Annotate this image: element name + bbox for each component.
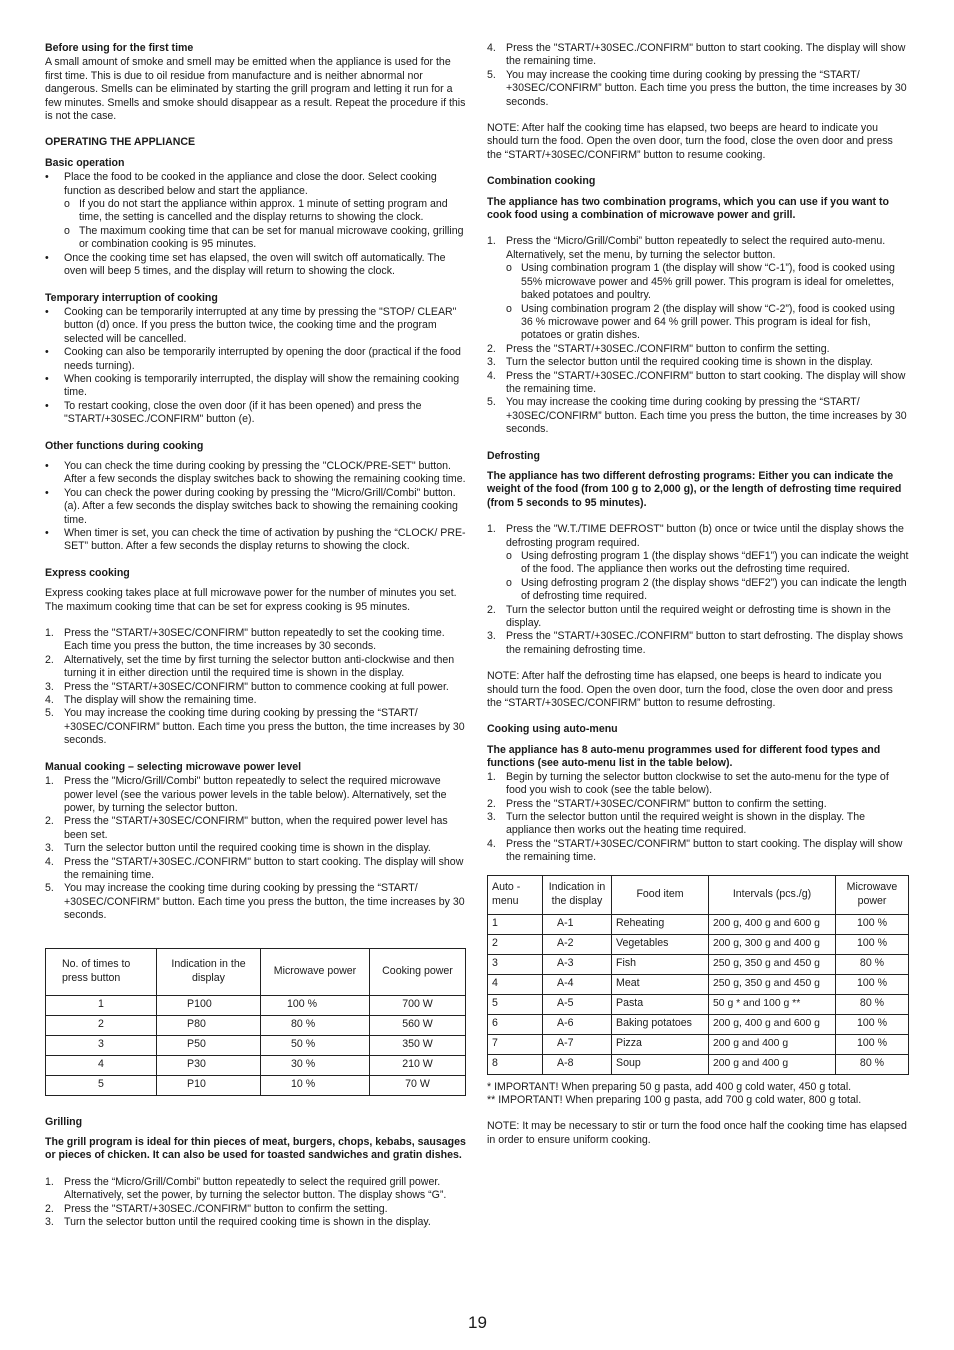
table-cell: A-1 xyxy=(543,914,612,934)
table-cell: 250 g, 350 g and 450 g xyxy=(709,954,836,974)
table-cell: 2 xyxy=(488,934,543,954)
combo-intro: The appliance has two combination programs, which you can use if you want to cook food using a combination of microwave power and grill. xyxy=(487,195,890,222)
list-item: 3. Turn the selector button until the required cooking time is shown in the display. xyxy=(487,356,873,369)
express-p2: The maximum cooking time that can be set for express cooking is 95 minutes. xyxy=(45,600,411,613)
table-cell: 100 % xyxy=(836,1014,909,1034)
table-cell: A-4 xyxy=(543,974,612,994)
list-item: 4. Press the "START/+30SEC./CONFIRM" button to start cooking. The display will show the remaining time. xyxy=(45,855,464,881)
table-cell: 30 % xyxy=(261,1055,370,1075)
table-cell: 50 g * and 100 g ** xyxy=(709,994,836,1014)
table-cell: A-6 xyxy=(543,1014,612,1034)
list-item: 3. Press the "START/+30SEC/CONFIRM" button to commence cooking at full power. xyxy=(45,680,449,693)
table-header: Indication in the display xyxy=(543,875,612,914)
table-cell: 1 xyxy=(488,914,543,934)
table-cell: 100 % xyxy=(836,914,909,934)
table-row xyxy=(46,1055,466,1075)
list-item: 4. Press the "START/+30SEC./CONFIRM" button to start cooking. The display will show the remaining time. xyxy=(487,42,906,68)
table-header: Indication in the display xyxy=(157,948,261,995)
list-item: 2. Press the "START/+30SEC./CONFIRM" button to confirm the setting. xyxy=(45,1202,388,1215)
defrost-heading: Defrosting xyxy=(487,449,540,462)
list-item: 1. Press the "START/+30SEC/CONFIRM" button repeatedly to set the cooking time. Each time you press the button, the time increases by 30 seconds. xyxy=(45,627,445,653)
list-item: o Using combination program 1 (the display will show “C-1”), food is cooked using 55% microwave power and 45% grill power. This program is ideal for omelettes, baked potatoes and poultry. xyxy=(506,262,895,302)
table-cell: 5 xyxy=(46,1075,157,1095)
footnote-1: * IMPORTANT! When preparing 50 g pasta, add 400 g cold water, 450 g total. xyxy=(487,1080,852,1093)
table-cell: A-5 xyxy=(543,994,612,1014)
table-cell: 2 xyxy=(46,1015,157,1035)
table-cell: 200 g and 400 g xyxy=(709,1054,836,1074)
list-item: 1. Press the “Micro/Grill/Combi” button repeatedly to select the required auto-menu. Alternatively, set the menu, by turning the selector button. xyxy=(487,235,886,261)
table-header: Food item xyxy=(612,875,709,914)
other-heading: Other functions during cooking xyxy=(45,439,204,452)
list-item: • To restart cooking, close the oven door (if it has been opened) and press the "START/+30SEC./CONFIRM" button (e). xyxy=(45,399,422,426)
table-cell: Meat xyxy=(612,974,709,994)
final-note: NOTE: It may be necessary to stir or turn the food once half the cooking time has elapsed in order to ensure uniform cooking. xyxy=(487,1120,907,1146)
list-item: 4. Press the "START/+30SEC./CONFIRM" button to start cooking. The display will show the remaining time. xyxy=(487,369,906,395)
list-item: 1. Begin by turning the selector button clockwise to set the auto-menu for the type of food you wish to cook (see the table below). xyxy=(487,770,889,797)
manual-heading: Manual cooking – selecting microwave power level xyxy=(45,760,302,773)
right-column xyxy=(487,42,909,1147)
table-cell: 210 W xyxy=(370,1055,466,1075)
table-header: No. of times to press button xyxy=(46,948,157,995)
table-cell: 4 xyxy=(488,974,543,994)
manual-list xyxy=(45,775,466,922)
table-header-row xyxy=(488,875,909,914)
table-cell: A-7 xyxy=(543,1034,612,1054)
table-cell: 200 g, 400 g and 600 g xyxy=(709,1014,836,1034)
table-cell: Vegetables xyxy=(612,934,709,954)
table-cell: Pizza xyxy=(612,1034,709,1054)
grill-list xyxy=(45,1176,466,1230)
table-cell: 200 g, 300 g and 400 g xyxy=(709,934,836,954)
operating-heading: OPERATING THE APPLIANCE xyxy=(45,136,196,149)
table-cell: 1 xyxy=(46,995,157,1015)
list-item: • Cooking can be temporarily interrupted at any time by pressing the "STOP/ CLEAR" button (d) once. If you press the button twice, the cooking time and the program selected will be cancelled. xyxy=(45,305,457,345)
table-cell: 7 xyxy=(488,1034,543,1054)
grill-cont-list xyxy=(487,42,909,109)
table-cell: P80 xyxy=(157,1015,261,1035)
table-header: Microwave power xyxy=(836,875,909,914)
table-cell: 10 % xyxy=(261,1075,370,1095)
table-cell: 8 xyxy=(488,1054,543,1074)
list-item: 5. You may increase the cooking time during cooking by pressing the “START/ +30SEC/CONFIRM” button. Each time you press the button, the time increases by 30 seconds. xyxy=(45,882,465,922)
temp-heading: Temporary interruption of cooking xyxy=(45,291,218,304)
table-header: Auto -menu xyxy=(488,875,543,914)
table-cell: 5 xyxy=(488,994,543,1014)
table-cell: Soup xyxy=(612,1054,709,1074)
list-item: o If you do not start the appliance within approx. 1 minute of setting program and time, the setting is cancelled and the display returns to showing the clock. xyxy=(64,198,448,224)
table-row xyxy=(46,1035,466,1055)
table-header: Cooking power xyxy=(370,948,466,995)
defrost-intro: The appliance has two different defrosting programs: Either you can indicate the weight of the food (from 100 g to 2,000 g), or the length of defrosting time required (from 5 seconds to 95 minutes). xyxy=(487,469,902,509)
list-item: 5. You may increase the cooking time during cooking by pressing the “START/ +30SEC/CONFIRM” button. Each time you press the button, the time increases by 30 seconds. xyxy=(487,396,907,436)
table-cell: 250 g, 350 g and 450 g xyxy=(709,974,836,994)
list-item: • Cooking can also be temporarily interrupted by opening the door (practical if the food needs turning). xyxy=(45,346,461,372)
list-item: 5. You may increase the cooking time during cooking by pressing the “START/ +30SEC/CONFIRM” button. Each time you press the button, the time increases by 30 seconds. xyxy=(45,707,465,747)
table-cell: 80 % xyxy=(836,994,909,1014)
footnote-2: ** IMPORTANT! When preparing 100 g pasta, add 700 g cold water, 800 g total. xyxy=(487,1093,862,1106)
list-item: • You can check the power during cooking by pressing the "Micro/Grill/Combi" button. (a). After a few seconds the display switches back to showing the remaining cooking time. xyxy=(45,486,458,526)
table-cell: 200 g, 400 g and 600 g xyxy=(709,914,836,934)
table-cell: 560 W xyxy=(370,1015,466,1035)
table-row xyxy=(488,994,909,1014)
table-cell: P100 xyxy=(157,995,261,1015)
table-row xyxy=(488,1054,909,1074)
list-item: o Using defrosting program 1 (the display shows “dEF1”) you can indicate the weight of the food. The appliance then works out the defrosting time required. xyxy=(506,550,909,576)
express-list xyxy=(45,627,466,748)
table-cell: 700 W xyxy=(370,995,466,1015)
table-cell: 3 xyxy=(488,954,543,974)
defrost-list xyxy=(487,523,909,657)
first-use-text: A small amount of smoke and smell may be emitted when the appliance is used for the first time. This is due to oil residue from manufacture and is neither abnormal nor dangerous. Smells can be eliminated by starting the grill program and letting it run for a few minutes. Smells and smoke should disappear as a result. Repeat the procedure if this is not the case. xyxy=(45,56,466,123)
list-item: 3. Turn the selector button until the required cooking time is shown in the display. xyxy=(45,1216,431,1228)
list-item: 2. Press the "START/+30SEC/CONFIRM" button to confirm the setting. xyxy=(487,797,827,810)
table-cell: Fish xyxy=(612,954,709,974)
table-row xyxy=(488,934,909,954)
list-item: o The maximum cooking time that can be set for manual microwave cooking, grilling or combination cooking is 95 minutes. xyxy=(64,224,464,251)
express-heading: Express cooking xyxy=(45,566,130,579)
list-item: 3. Turn the selector button until the required weight is shown in the display. The appliance then works out the heating time required. xyxy=(487,810,866,837)
list-item: 1. Press the "W.T./TIME DEFROST" button (b) once or twice until the display shows the defrosting program required. xyxy=(487,523,904,549)
table-cell: 100 % xyxy=(836,934,909,954)
list-item: 4. The display will show the remaining time. xyxy=(45,694,257,707)
table-row xyxy=(488,1014,909,1034)
grill-note: NOTE: After half the cooking time has elapsed, two beeps are heard to indicate you should turn the food. Open the oven door, turn the food, close the oven door and press the “START/+30SEC/CONFIRM” button to resume cooking. xyxy=(487,122,893,161)
table-cell: 100 % xyxy=(836,1034,909,1054)
table-row xyxy=(46,1075,466,1095)
table-cell: 4 xyxy=(46,1055,157,1075)
table-cell: P50 xyxy=(157,1035,261,1055)
table-row xyxy=(46,1015,466,1035)
table-cell: A-2 xyxy=(543,934,612,954)
table-cell: 100 % xyxy=(261,995,370,1015)
table-cell: 80 % xyxy=(836,954,909,974)
basic-list xyxy=(45,171,466,278)
table-row xyxy=(488,914,909,934)
auto-heading: Cooking using auto-menu xyxy=(487,723,618,736)
table-cell: 100 % xyxy=(836,974,909,994)
auto-list xyxy=(487,771,909,865)
table-cell: Baking potatoes xyxy=(612,1014,709,1034)
list-item: 1. Press the “Micro/Grill/Combi” button repeatedly to select the required grill power. Alternatively, set the power, by turning the selector button. The display shows “G”. xyxy=(45,1175,447,1202)
list-item: o Using defrosting program 2 (the display shows “dEF2”) you can indicate the length of defrosting time required. xyxy=(506,576,907,603)
table-cell: 6 xyxy=(488,1014,543,1034)
table-row xyxy=(488,1034,909,1054)
table-header-row xyxy=(46,948,466,995)
table-row xyxy=(488,954,909,974)
table-cell: 80 % xyxy=(836,1054,909,1074)
list-item: 5. You may increase the cooking time during cooking by pressing the “START/ +30SEC/CONFIRM” button. Each time you press the button, the time increases by 30 seconds. xyxy=(487,68,907,108)
auto-intro: The appliance has 8 auto-menu programmes used for different food types and functions (see auto-menu list in the table below). xyxy=(487,743,881,770)
list-item: 2. Press the "START/+30SEC./CONFIRM" button to confirm the setting. xyxy=(487,342,830,355)
combo-list xyxy=(487,235,909,436)
grill-heading: Grilling xyxy=(45,1115,83,1128)
first-use-heading: Before using for the first time xyxy=(45,42,194,54)
auto-menu-table xyxy=(487,875,909,1075)
table-header: Microwave power xyxy=(261,948,370,995)
list-item: 3. Press the "START/+30SEC./CONFIRM" button to start defrosting. The display shows the remaining defrosting time. xyxy=(487,630,904,656)
table-row xyxy=(46,995,466,1015)
basic-heading: Basic operation xyxy=(45,156,125,169)
table-header: Intervals (pcs./g) xyxy=(709,875,836,914)
table-cell: 80 % xyxy=(261,1015,370,1035)
power-table xyxy=(45,948,466,1096)
table-cell: 70 W xyxy=(370,1075,466,1095)
list-item: • When cooking is temporarily interrupted, the display will show the remaining cooking time. xyxy=(45,372,460,399)
express-p1: Express cooking takes place at full microwave power for the number of minutes you set. xyxy=(45,587,457,600)
list-item: 1. Press the "Micro/Grill/Combi" button repeatedly to select the required microwave power level (see the various power levels in the table below). Alternatively, set the power, by turning the selector button. xyxy=(45,775,447,814)
table-cell: 350 W xyxy=(370,1035,466,1055)
list-item: 3. Turn the selector button until the required cooking time is shown in the display. xyxy=(45,842,431,855)
table-cell: Pasta xyxy=(612,994,709,1014)
table-cell: P10 xyxy=(157,1075,261,1095)
list-item: 2. Turn the selector button until the required weight or defrosting time is shown in the display. xyxy=(487,603,891,630)
list-item: • Once the cooking time set has elapsed, the oven will switch off automatically. The oven will beep 5 times, and the display will return to showing the clock. xyxy=(45,251,446,278)
table-cell: 200 g and 400 g xyxy=(709,1034,836,1054)
list-item: 4. Press the "START/+30SEC/CONFIRM" button to start cooking. The display will show the remaining time. xyxy=(487,837,903,864)
temp-list xyxy=(45,306,466,427)
list-item: • When timer is set, you can check the time of activation by pushing the “CLOCK/ PRE-SET” button. After a few seconds the display returns to showing the clock. xyxy=(45,527,466,553)
list-item: o Using combination program 2 (the display will show “C-2”), food is cooked using 36 % microwave power and 64 % grill power. This program is ideal for fish, potatoes or gratin dishes. xyxy=(506,302,895,342)
list-item: 2. Press the "START/+30SEC/CONFIRM" button, when the required power level has been set. xyxy=(45,815,448,841)
table-cell: Reheating xyxy=(612,914,709,934)
defrost-note: NOTE: After half the defrosting time has elapsed, one beeps is heard to indicate you should turn the food. Open the oven door, turn the food, close the oven door and press the “START/+30SEC/CONFIRM” button to resume defrosting. xyxy=(487,670,893,710)
table-row xyxy=(488,974,909,994)
left-column xyxy=(45,42,466,1229)
other-list xyxy=(45,460,466,554)
combo-heading: Combination cooking xyxy=(487,175,596,188)
table-cell: A-8 xyxy=(543,1054,612,1074)
page-number: 19 xyxy=(468,1313,487,1332)
table-cell: 50 % xyxy=(261,1035,370,1055)
table-cell: A-3 xyxy=(543,954,612,974)
table-cell: 3 xyxy=(46,1035,157,1055)
list-item: • Place the food to be cooked in the appliance and close the door. Select cooking function as described below and start the appliance. xyxy=(45,171,437,197)
list-item: 2. Alternatively, set the time by first turning the selector button anti-clockwise and then turning it in either direction until the required time is shown in the display. xyxy=(45,653,455,680)
table-cell: P30 xyxy=(157,1055,261,1075)
grill-intro: The grill program is ideal for thin pieces of meat, burgers, chops, kebabs, sausages or pieces of chicken. It can also be used for toasted sandwiches and gratin dishes. xyxy=(45,1135,466,1162)
list-item: • You can check the time during cooking by pressing the "CLOCK/PRE-SET" button. After a few seconds the display switches back to showing the remaining cooking time. xyxy=(45,459,466,486)
